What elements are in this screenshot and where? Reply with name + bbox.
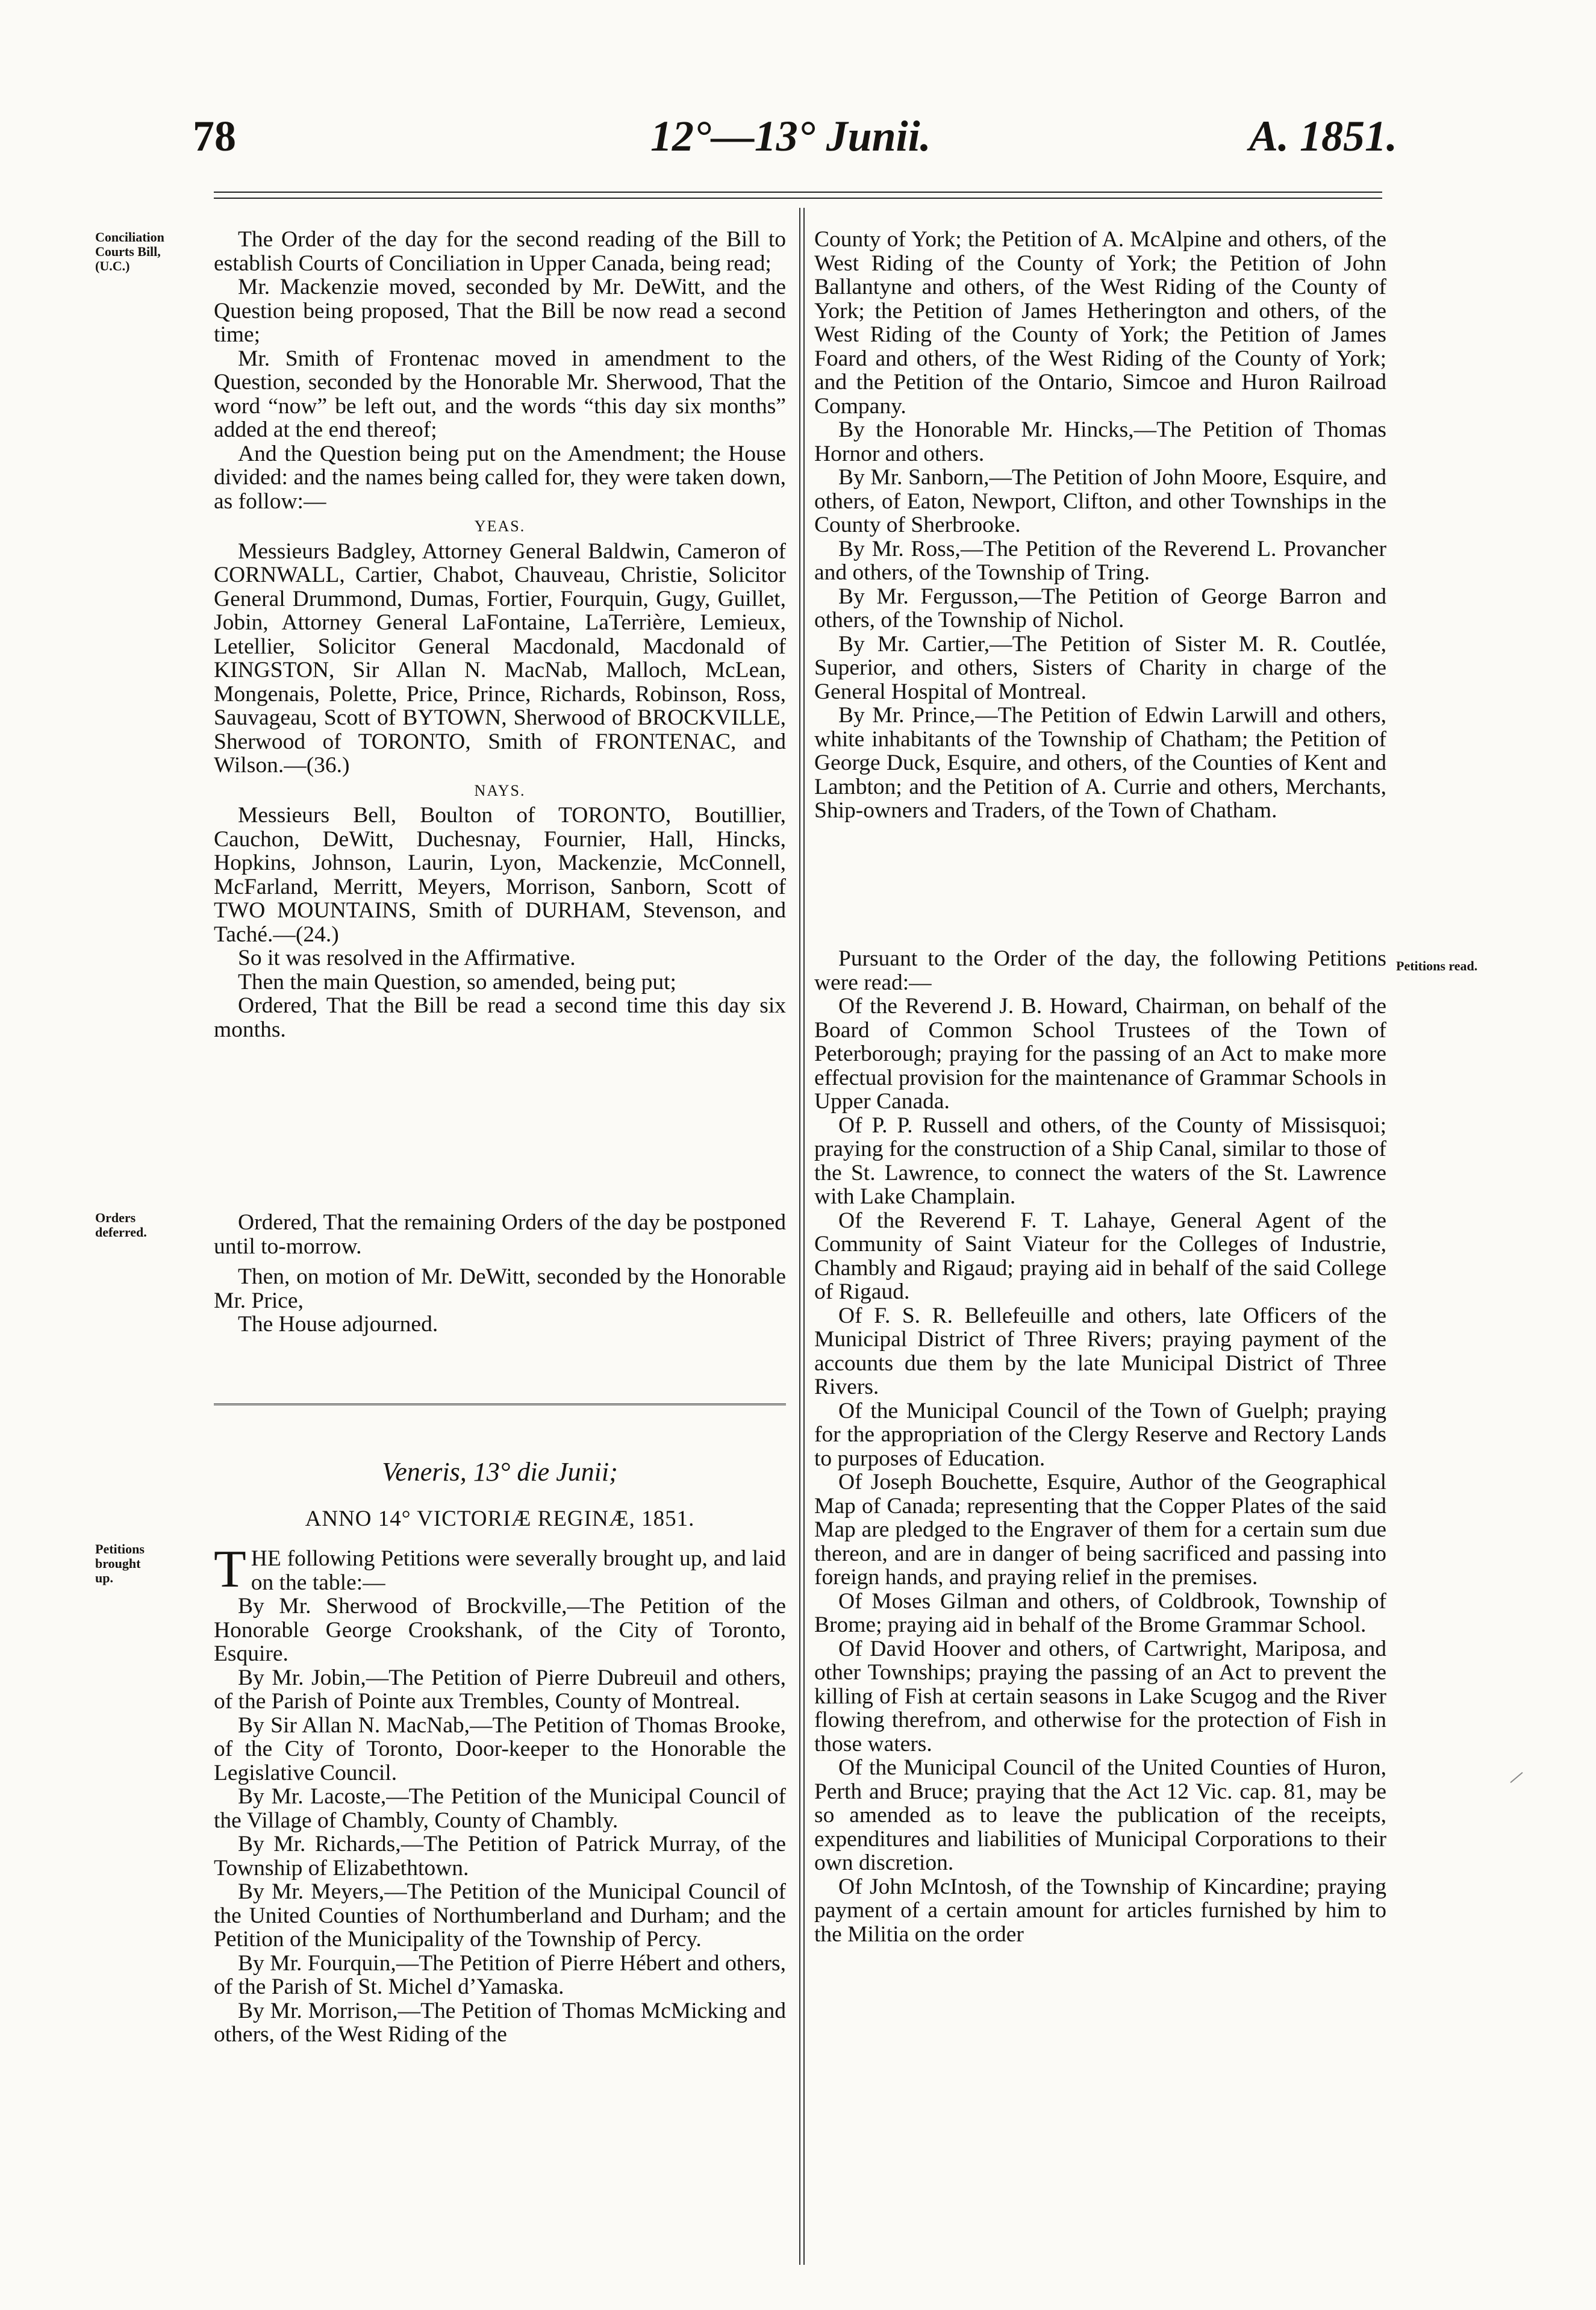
yeas-heading: YEAS. <box>474 517 526 535</box>
drop-cap: T <box>214 1540 246 1599</box>
header-rule <box>214 192 1382 193</box>
paragraph: County of York; the Petition of A. McAlpine and others, of the West Riding of the County of York; the Petition of John Ballantyne and others, of the West Riding of the County of York; the Petition of James Hetherington and others, of the West Riding of the County of York; the Petition of James Foard and others, of the West Riding of the County of York; and the Petition of the Ontario, Simcoe and Huron Railroad Company. <box>814 227 1386 419</box>
left-column-proceedings <box>214 228 786 1041</box>
petition-item: By Mr. Cartier,—The Petition of Sister M. R. Coutlée, Superior, and others, Sisters of Charity in charge of the General Hospital of Montreal. <box>814 631 1386 704</box>
petitions-intro-text: HE following Petitions were severally brought up, and laid on the table:— <box>251 1546 786 1595</box>
paragraph: Mr. Mackenzie moved, seconded by Mr. DeWitt, and the Question being proposed, That the Bill be now read a second time; <box>214 275 786 347</box>
paragraph: Ordered, That the Bill be read a second time this day six months. <box>214 993 786 1042</box>
section-separator <box>214 1403 786 1405</box>
anno-line: ANNO 14° VICTORIÆ REGINÆ, 1851. <box>305 1506 695 1531</box>
read-petition-item: Of John McIntosh, of the Township of Kincardine; praying payment of a certain amount for articles furnished by him to the Militia on the order <box>814 1874 1386 1947</box>
margin-note-orders-deferred: Orders deferred. <box>95 1210 147 1240</box>
header-rule-thin <box>214 198 1382 199</box>
paragraph: And the Question being put on the Amendment; the House divided: and the names being called for, they were taken down, as follow:— <box>214 441 786 514</box>
read-petition-item: Of the Municipal Council of the United Counties of Huron, Perth and Bruce; praying that the Act 12 Vic. cap. 81, may be so amended as to leave the publication of the receipts, expenditures and liabilities of Municipal Corporations to their own discretion. <box>814 1755 1386 1875</box>
column-divider-inner <box>803 208 805 2265</box>
adjourn-motion: Then, on motion of Mr. DeWitt, seconded by the Honorable Mr. Price, <box>214 1264 786 1313</box>
petition-item: By Mr. Meyers,—The Petition of the Municipal Council of the United Counties of Northumberland and Durham; and the Petition of the Municipality of the Township of Percy. <box>214 1879 786 1952</box>
right-column-petitions-read <box>814 947 1386 1946</box>
petition-item: By Sir Allan N. MacNab,—The Petition of Thomas Brooke, of the City of Toronto, Door-keeper to the Honorable the Legislative Council. <box>214 1712 786 1785</box>
read-petition-item: Of Moses Gilman and others, of Coldbrook, Township of Brome; praying aid in behalf of the Brome Grammar School. <box>814 1588 1386 1637</box>
petition-item: By Mr. Sherwood of Brockville,—The Petition of the Honorable George Crookshank, of the City of Toronto, Esquire. <box>214 1594 786 1666</box>
petition-item: By Mr. Fergusson,—The Petition of George Barron and others, of the Township of Nichol. <box>814 584 1386 632</box>
veneris-heading: Veneris, 13° die Junii; <box>382 1457 618 1487</box>
read-petition-item: Of David Hoover and others, of Cartwright, Mariposa, and other Townships; praying the passing of an Act to prevent the killing of Fish at certain seasons in Lake Scugog and the River flowing therefrom, and otherwise for the protection of Fish in those waters. <box>814 1636 1386 1756</box>
page-number: 78 <box>193 112 236 160</box>
read-petition-item: Of the Municipal Council of the Town of Guelph; praying for the appropriation of the Clergy Reserve and Rectory Lands to purposes of Education. <box>814 1398 1386 1471</box>
paragraph: The Order of the day for the second reading of the Bill to establish Courts of Conciliation in Upper Canada, being read; <box>214 227 786 276</box>
header-year: A. 1851. <box>1248 112 1397 160</box>
left-column-petitions <box>214 1540 786 2047</box>
petition-item: By Mr. Ross,—The Petition of the Reverend L. Provancher and others, of the Township of Tring. <box>814 536 1386 585</box>
petition-item: By Mr. Lacoste,—The Petition of the Municipal Council of the Village of Chambly, County of Chambly. <box>214 1784 786 1833</box>
left-column-adjourn <box>214 1265 786 1337</box>
nays-list: Messieurs Bell, Boulton of TORONTO, Boutillier, Cauchon, DeWitt, Duchesnay, Fournier, Hall, Hincks, Hopkins, Johnson, Laurin, Lyon, Mackenzie, McConnell, McFarland, Merritt, Meyers, Morrison, Sanborn, Scott of TWO MOUNTAINS, Smith of DURHAM, Stevenson, and Taché.—(24.) <box>214 803 786 947</box>
petition-item: By Mr. Jobin,—The Petition of Pierre Dubreuil and others, of the Parish of Pointe aux Trembles, County of Montreal. <box>214 1665 786 1714</box>
margin-note-petitions-brought-up: Petitions brought up. <box>95 1541 145 1585</box>
margin-note-conciliation: Conciliation Courts Bill, (U.C.) <box>95 229 164 273</box>
read-petition-item: Of the Reverend J. B. Howard, Chairman, on behalf of the Board of Common School Trustees of the Town of Peterborough; praying for the passing of an Act to make more effectual provision for the maintenance of Grammar Schools in Upper Canada. <box>814 994 1386 1114</box>
pursuant-paragraph: Pursuant to the Order of the day, the following Petitions were read:— <box>814 946 1386 995</box>
paragraph: Then the main Question, so amended, being put; <box>238 969 676 994</box>
petitions-intro <box>214 1540 786 1599</box>
petition-item: By the Honorable Mr. Hincks,—The Petition of Thomas Hornor and others. <box>814 417 1386 466</box>
paragraph: Mr. Smith of Frontenac moved in amendment to the Question, seconded by the Honorable Mr. Sherwood, That the word “now” be left out, and the words “this day six months” added at the end thereof; <box>214 346 786 442</box>
page-header <box>193 111 1397 178</box>
petition-item: By Mr. Richards,—The Petition of Patrick Murray, of the Township of Elizabethtown. <box>214 1832 786 1881</box>
petition-item: By Mr. Morrison,—The Petition of Thomas McMicking and others, of the West Riding of the <box>214 1998 786 2047</box>
right-column-petitions-continued <box>814 228 1386 823</box>
read-petition-item: Of P. P. Russell and others, of the County of Missisquoi; praying for the construction of a Ship Canal, similar to those of the St. Lawrence, to connect the waters of the St. Lawrence with Lake Champlain. <box>814 1113 1386 1209</box>
yeas-list: Messieurs Badgley, Attorney General Baldwin, Cameron of CORNWALL, Cartier, Chabot, Chauveau, Christie, Solicitor General Drummond, Dumas, Fortier, Fourquin, Gugy, Guillet, Jobin, Attorney General LaFontaine, LaTerrière, Lemieux, Letellier, Solicitor General Macdonald, Macdonald of KINGSTON, Sir Allan N. MacNab, Malloch, McLean, Mongenais, Polette, Price, Prince, Richards, Robinson, Ross, Sauvageau, Scott of BYTOWN, Sherwood of BROCKVILLE, Sherwood of TORONTO, Smith of FRONTENAC, and Wilson.—(36.) <box>214 538 786 778</box>
header-date: 12°—13° Junii. <box>650 112 931 160</box>
pencil-mark <box>1510 1772 1523 1783</box>
margin-note-petitions-read: Petitions read. <box>1396 958 1478 973</box>
column-divider <box>799 208 800 2265</box>
read-petition-item: Of F. S. R. Bellefeuille and others, late Officers of the Municipal District of Three Rivers; praying payment of the accounts due them by the late Municipal District of Three Rivers. <box>814 1303 1386 1399</box>
adjourn-statement: The House adjourned. <box>238 1312 438 1337</box>
nays-heading: NAYS. <box>474 781 526 799</box>
petition-item: By Mr. Sanborn,—The Petition of John Moore, Esquire, and others, of Eaton, Newport, Clifton, and other Townships in the County of Sherbrooke. <box>814 465 1386 537</box>
petition-item: By Mr. Fourquin,—The Petition of Pierre Hébert and others, of the Parish of St. Michel d’Yamaska. <box>214 1950 786 1999</box>
read-petition-item: Of the Reverend F. T. Lahaye, General Agent of the Community of Saint Viateur for the Colleges of Industrie, Chambly and Rigaud; praying aid in behalf of the said College of Rigaud. <box>814 1208 1386 1304</box>
orders-paragraph: Ordered, That the remaining Orders of the day be postponed until to-morrow. <box>214 1210 786 1259</box>
petition-item: By Mr. Prince,—The Petition of Edwin Larwill and others, white inhabitants of the Township of Chatham; the Petition of George Duck, Esquire, and others, of the Counties of Kent and Lambton; and the Petition of A. Currie and others, Merchants, Ship-owners and Traders, of the Town of Chatham. <box>814 703 1386 823</box>
left-column-orders <box>214 1211 786 1258</box>
read-petition-item: Of Joseph Bouchette, Esquire, Author of the Geographical Map of Canada; representing that the Copper Plates of the said Map are pledged to the Engraver of them for a certain sum due thereon, and are in danger of being sacrificed and passing into foreign hands, and praying relief in the premises. <box>814 1470 1386 1590</box>
paragraph: So it was resolved in the Affirmative. <box>238 946 576 970</box>
